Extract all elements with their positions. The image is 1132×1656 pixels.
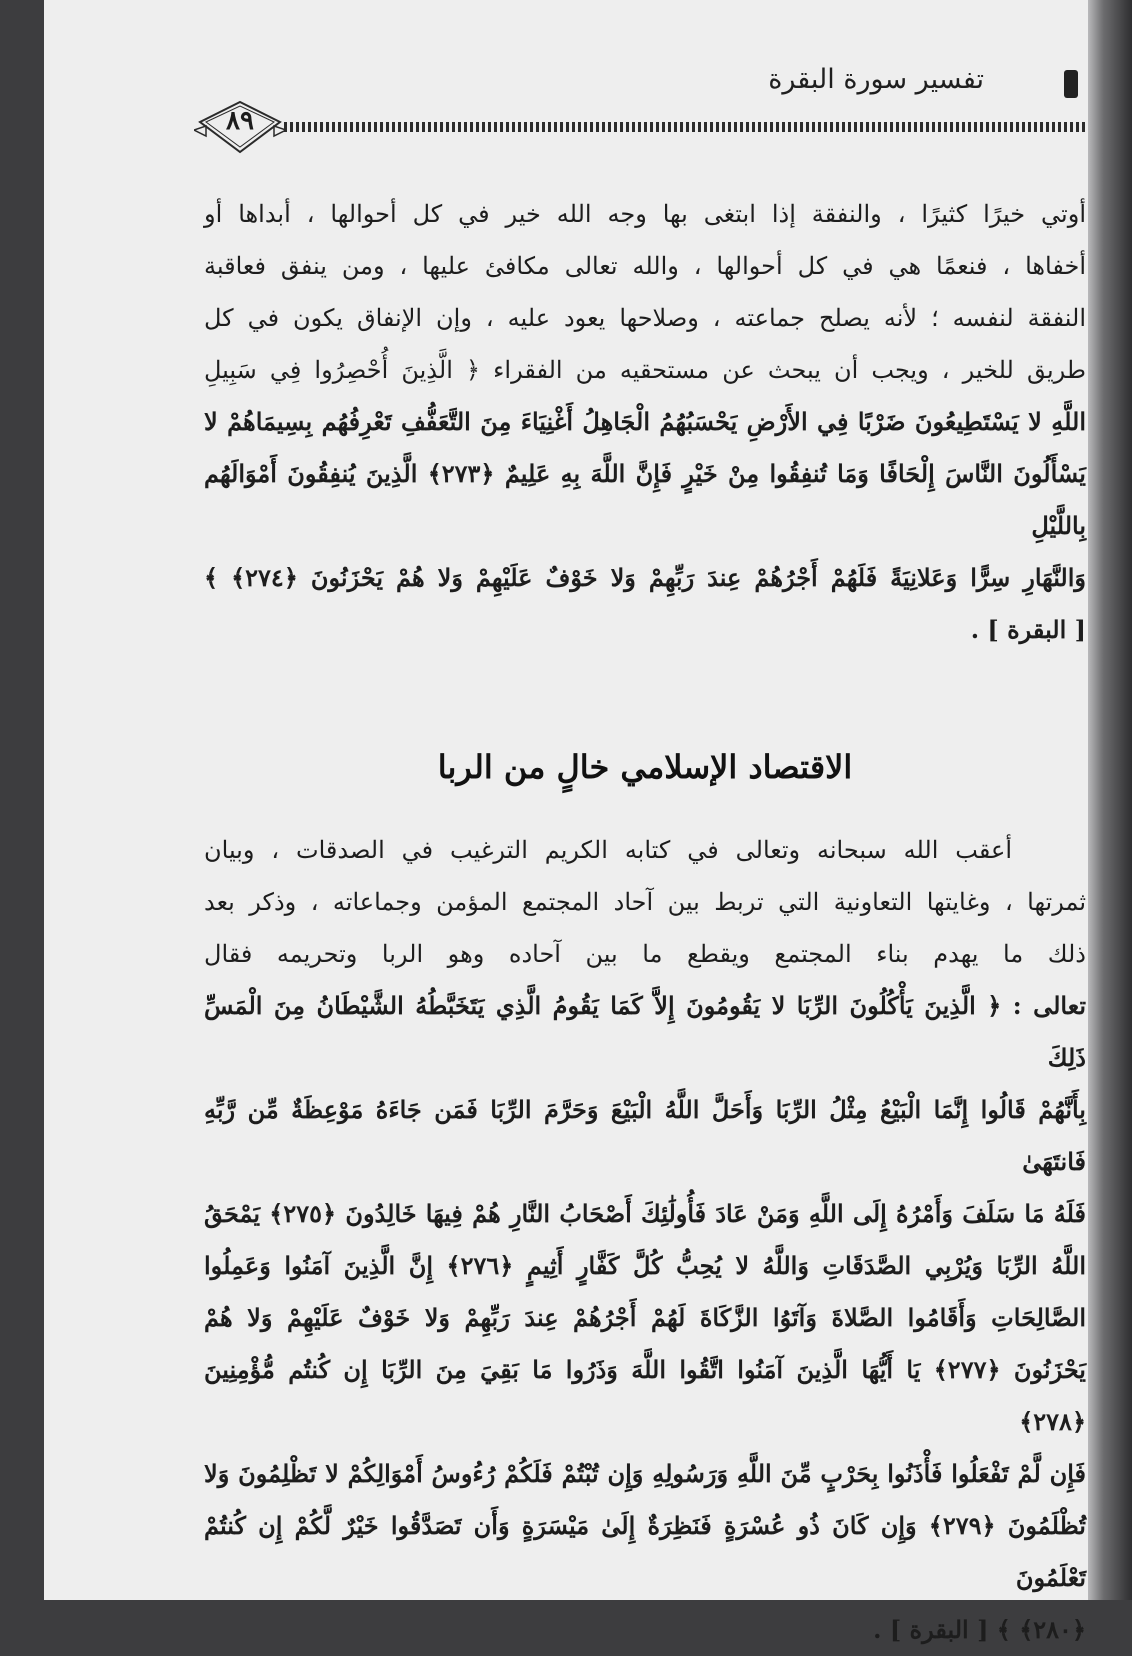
text-line: طريق للخير ، ويجب أن يبحث عن مستحقيه من الفقراء ﴿ الَّذِينَ أُحْصِرُوا فِي سَبِيلِ <box>204 356 1087 384</box>
text-line: ذلك ما يهدم بناء المجتمع ويقطع ما بين آحاده وهو الربا وتحريمه فقال <box>204 940 1086 968</box>
running-header-title: تفسير سورة البقرة <box>768 64 984 95</box>
book-page <box>44 0 1088 1644</box>
section-heading: الاقتصاد الإسلامي خالٍ من الربا <box>437 748 853 786</box>
header-ornament-icon <box>1064 70 1078 98</box>
text-line: النفقة لنفسه ؛ لأنه يصلح جماعته ، وصلاحها يعود عليه ، وإن الإنفاق يكون في كل <box>204 304 1086 332</box>
page-number: ٨٩ <box>226 106 254 136</box>
quran-verse-line: اللَّهُ الرِّبَا وَيُرْبِي الصَّدَقَاتِ وَاللَّهُ لا يُحِبُّ كُلَّ كَفَّارٍ أَثِيمٍ ﴿٢٧٦﴾ إِنَّ الَّذِينَ آمَنُوا وَعَمِلُوا <box>204 1251 1086 1280</box>
quran-verse-line: يَحْزَنُونَ ﴿٢٧٧﴾ يَا أَيُّهَا الَّذِينَ آمَنُوا اتَّقُوا اللَّهَ وَذَرُوا مَا بَقِيَ مِنَ الرِّبَا إِن كُنتُم مُّؤْمِنِينَ ﴿٢٧٨﴾ <box>204 1355 1086 1436</box>
quran-verse-line: فَإِن لَّمْ تَفْعَلُوا فَأْذَنُوا بِحَرْبٍ مِّنَ اللَّهِ وَرَسُولِهِ وَإِن تُبْتُمْ فَلَكُمْ رُءُوسُ أَمْوَالِكُمْ لا تَظْلِمُونَ وَلا <box>204 1459 1086 1488</box>
quran-verse-line: اللَّهِ لا يَسْتَطِيعُونَ ضَرْبًا فِي الأَرْضِ يَحْسَبُهُمُ الْجَاهِلُ أَغْنِيَاءَ مِنَ التَّعَفُّفِ تَعْرِفُهُم بِسِيمَاهُمْ لا <box>204 407 1086 436</box>
quran-verse-line: تعالى : ﴿ الَّذِينَ يَأْكُلُونَ الرِّبَا لا يَقُومُونَ إِلاَّ كَمَا يَقُومُ الَّذِي يَتَخَبَّطُهُ الشَّيْطَانُ مِنَ الْمَسِّ ذَلِكَ <box>204 991 1086 1072</box>
passage-continuation <box>204 188 1086 656</box>
quran-verse-line: تُظْلَمُونَ ﴿٢٧٩﴾ وَإِن كَانَ ذُو عُسْرَةٍ فَنَظِرَةٌ إِلَىٰ مَيْسَرَةٍ وَأَن تَصَدَّقُوا خَيْرٌ لَّكُمْ إِن كُنتُمْ تَعْلَمُونَ <box>204 1511 1086 1592</box>
paragraph-start: أعقب الله سبحانه وتعالى في كتابه الكريم الترغيب في الصدقات ، وبيان <box>204 836 1013 864</box>
text-line <box>204 824 1086 876</box>
verse-citation: ﴿٢٨٠﴾ ﴾ [ البقرة ] . <box>873 1615 1086 1644</box>
text-line: أوتي خيرًا كثيرًا ، والنفقة إذا ابتغى بها وجه الله خير في كل أحوالها ، أبداها أو <box>204 200 1086 228</box>
header-rule <box>284 122 1086 132</box>
quran-verse-line: يَسْأَلُونَ النَّاسَ إِلْحَافًا وَمَا تُنفِقُوا مِنْ خَيْرٍ فَإِنَّ اللَّهَ بِهِ عَلِيمٌ ﴿٢٧٣﴾ الَّذِينَ يُنفِقُونَ أَمْوَالَهُم بِاللَّيْلِ <box>204 459 1086 540</box>
quran-verse-line: بِأَنَّهُمْ قَالُوا إِنَّمَا الْبَيْعُ مِثْلُ الرِّبَا وَأَحَلَّ اللَّهُ الْبَيْعَ وَحَرَّمَ الرِّبَا فَمَن جَاءَهُ مَوْعِظَةٌ مِّن رَّبِّهِ فَانتَهَىٰ <box>204 1095 1086 1176</box>
text-line: ثمرتها ، وغايتها التعاونية التي تربط بين آحاد المجتمع المؤمن وجماعاته ، وذكر بعد <box>204 888 1086 916</box>
section-body <box>204 824 1086 1656</box>
quran-verse-line: فَلَهُ مَا سَلَفَ وَأَمْرُهُ إِلَى اللَّهِ وَمَنْ عَادَ فَأُولَٰئِكَ أَصْحَابُ النَّارِ هُمْ فِيهَا خَالِدُونَ ﴿٢٧٥﴾ يَمْحَقُ <box>204 1199 1087 1228</box>
page-number-badge <box>194 100 286 154</box>
quran-verse-line: الصَّالِحَاتِ وَأَقَامُوا الصَّلاةَ وَآتَوُا الزَّكَاةَ لَهُمْ أَجْرُهُمْ عِندَ رَبِّهِمْ وَلا خَوْفٌ عَلَيْهِمْ وَلا هُمْ <box>204 1303 1087 1332</box>
quran-verse-line: وَالنَّهَارِ سِرًّا وَعَلانِيَةً فَلَهُمْ أَجْرُهُمْ عِندَ رَبِّهِمْ وَلا خَوْفٌ عَلَيْهِمْ وَلا هُمْ يَحْزَنُونَ ﴿٢٧٤﴾ ﴾ <box>204 563 1087 592</box>
book-spine-shadow <box>1088 0 1132 1600</box>
verse-citation: [ البقرة ] . <box>970 615 1086 644</box>
text-line: أخفاها ، فنعمًا هي في كل أحوالها ، والله تعالى مكافئ عليها ، ومن ينفق فعاقبة <box>204 252 1086 280</box>
